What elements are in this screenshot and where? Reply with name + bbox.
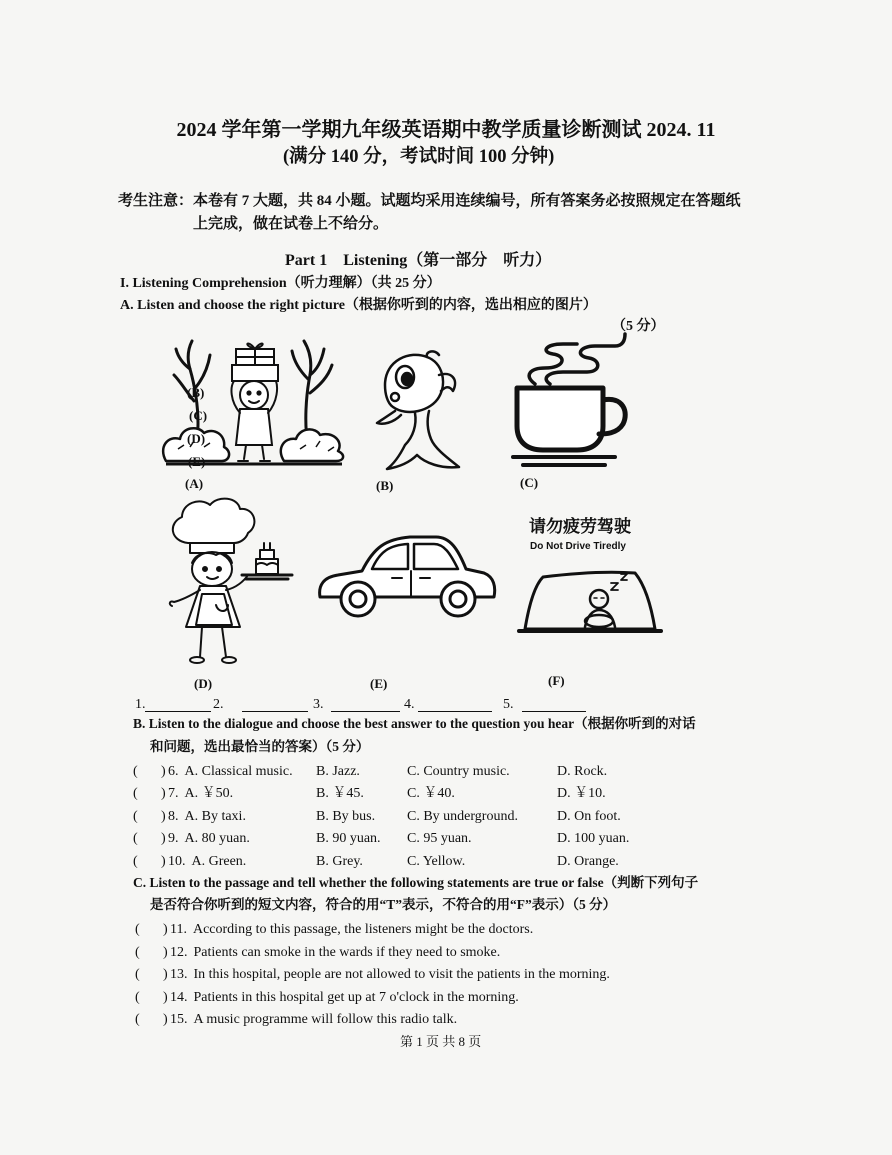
question-number: 7.: [168, 786, 179, 801]
girl-eye-right: [217, 567, 221, 571]
girl-shoe-right: [222, 657, 236, 663]
goldfish-top-fin: [427, 351, 439, 357]
option-c: C. 95 yuan.: [407, 831, 472, 846]
option-d: D. On foot.: [557, 809, 621, 824]
question-number-and-option-a: [168, 831, 250, 848]
boy-body: [236, 409, 272, 445]
picture-label-e: (E): [370, 676, 388, 691]
blank-number-1: 1.: [135, 697, 146, 712]
question-row-9: [0, 831, 892, 849]
answer-bracket-close: ): [163, 967, 168, 982]
option-c: C. Country music.: [407, 764, 510, 779]
section-b-heading-line-2: 和问题，选出最恰当的答案）（5 分）: [150, 739, 370, 754]
answer-bracket-close: ): [161, 786, 166, 801]
blank-number-2: 2.: [213, 697, 224, 712]
section-a-heading: A. Listen and choose the right picture（根据你听到的内容，选出相应的图片）: [120, 298, 597, 313]
hot-cup: [513, 334, 625, 465]
option-a: A. Classical music.: [184, 764, 293, 779]
answer-bracket-open: (: [135, 967, 140, 982]
section-b-heading-line-1: B. Listen to the dialogue and choose the best answer to the question you hear（根据你听到的对话: [133, 716, 696, 731]
saucer: [513, 457, 615, 465]
goldfish: [377, 351, 459, 469]
question-row-6: [0, 764, 892, 782]
question-row-10: [0, 854, 892, 872]
statement: [170, 1012, 457, 1029]
option-b: B. 90 yuan.: [316, 831, 381, 846]
driver-head: [590, 590, 608, 608]
answer-blank-1: [145, 697, 211, 712]
picture-label-c: (C): [520, 475, 539, 490]
statement-text: Patients in this hospital get up at 7 o'clock in the morning.: [193, 990, 519, 1005]
answer-bracket-close: ): [161, 809, 166, 824]
car-rear-wheel: [441, 582, 475, 616]
answer-bracket-open: (: [133, 764, 138, 779]
question-number-and-option-a: [168, 764, 293, 781]
picture-d-chef-girl-with-cake: [160, 495, 300, 670]
sign-english-text: Do Not Drive Tiredly: [530, 541, 626, 552]
option-a: A. Green.: [191, 854, 247, 869]
option-a: A. 80 yuan.: [184, 831, 250, 846]
girl-shoe-left: [190, 657, 204, 663]
picture-label-f: (F): [548, 673, 565, 688]
statement-row-13: [0, 967, 892, 985]
statement-number: 13.: [170, 967, 188, 982]
answer-bracket-open: (: [133, 854, 138, 869]
goldfish-tail: [387, 411, 459, 469]
page-number-footer: 第 1 页 共 8 页: [400, 1034, 482, 1049]
girl-eye-left: [203, 567, 207, 571]
statement-text: Patients can smoke in the wards if they need to smoke.: [193, 945, 501, 960]
section-c-heading-line-2: 是否符合你听到的短文内容，符合的用“T”表示，不符合的用“F”表示）（5 分）: [150, 897, 617, 912]
question-number-and-option-a: [168, 854, 246, 871]
statement: [170, 922, 533, 939]
cup-body: [517, 388, 603, 450]
answer-bracket-close: ): [161, 764, 166, 779]
boy-eye-left: [247, 391, 250, 394]
answer-blank-4: [418, 697, 492, 712]
blank-number-3: 3.: [313, 697, 324, 712]
question-number: 10.: [168, 854, 186, 869]
overprint-label: (D): [187, 431, 206, 446]
answer-blank-2: [242, 697, 308, 712]
boy-head: [240, 381, 268, 409]
option-d: D. 100 yuan.: [557, 831, 630, 846]
option-b: B. By bus.: [316, 809, 376, 824]
option-a: A. By taxi.: [184, 809, 246, 824]
answer-bracket-close: ): [161, 854, 166, 869]
option-b: B. Grey.: [316, 854, 363, 869]
option-d: D. Orange.: [557, 854, 619, 869]
statement-row-11: [0, 922, 892, 940]
overprint-label: (B): [187, 385, 205, 400]
goldfish-lower-fin: [377, 411, 401, 424]
option-c: C. By underground.: [407, 809, 518, 824]
goldfish-pupil: [402, 373, 412, 385]
statement: [170, 945, 500, 962]
picture-e-car: [312, 525, 500, 625]
exam-subtitle: (满分 140 分，考试时间 100 分钟): [283, 147, 555, 167]
answer-bracket-close: ): [163, 990, 168, 1005]
section-c-heading-line-1: C. Listen to the passage and tell whether the following statements are true or false（判断下列句子: [133, 875, 699, 890]
overprint-label: (E): [188, 454, 206, 469]
answer-bracket-close: ): [161, 831, 166, 846]
answer-bracket-open: (: [135, 945, 140, 960]
exam-title: 2024 学年第一学期九年级英语期中教学质量诊断测试 2024. 11: [176, 119, 716, 141]
boy-with-gift-boxes: [232, 344, 278, 461]
statement-number: 11.: [170, 922, 187, 937]
question-row-7: [0, 786, 892, 804]
steam-line-2: [546, 334, 625, 384]
question-number-and-option-a: [168, 809, 246, 826]
picture-b-goldfish: [365, 345, 475, 475]
statement-row-12: [0, 945, 892, 963]
statement-row-14: [0, 990, 892, 1008]
answer-blank-5: [522, 697, 586, 712]
question-number: 6.: [168, 764, 179, 779]
answer-bracket-open: (: [133, 786, 138, 801]
sign-chinese-text: 请勿疲劳驾驶: [529, 517, 631, 537]
option-b: B. Jazz.: [316, 764, 360, 779]
picture-label-d: (D): [194, 676, 213, 691]
part1-heading: Part 1 Listening（第一部分 听力）: [285, 252, 552, 269]
answer-bracket-open: (: [135, 922, 140, 937]
statement-text: In this hospital, people are not allowed to visit the patients in the morning.: [193, 967, 610, 982]
sleep-z-marks: [611, 574, 627, 590]
answer-bracket-open: (: [135, 1012, 140, 1027]
cake-top-layer: [260, 550, 274, 559]
statement: [170, 990, 519, 1007]
statement-number: 15.: [170, 1012, 188, 1027]
overprint-label: (C): [189, 408, 208, 423]
statement-number: 12.: [170, 945, 188, 960]
answer-bracket-open: (: [133, 809, 138, 824]
boy-legs: [238, 445, 270, 461]
option-c: C. ￥40.: [407, 786, 455, 801]
statement-row-15: [0, 1012, 892, 1030]
steering-wheel: [585, 615, 613, 627]
blank-number-5: 5.: [503, 697, 514, 712]
notice-line-2: 上完成，做在试卷上不给分。: [193, 216, 389, 232]
picture-c-hot-cup: [505, 330, 633, 475]
notice-line-1: 考生注意：本卷有 7 大题，共 84 小题。试题均采用连续编号，所有答案务必按照规定在答题纸: [118, 193, 741, 209]
answer-bracket-close: ): [163, 945, 168, 960]
section-a-score: （5 分）: [612, 319, 665, 334]
car-front-wheel: [341, 582, 375, 616]
picture-label-a: (A): [185, 476, 204, 491]
question-number: 9.: [168, 831, 179, 846]
gift-box-bottom: [232, 365, 278, 381]
option-a: A. ￥50.: [184, 786, 234, 801]
chef-hat: [173, 499, 255, 543]
statement-text: According to this passage, the listeners might be the doctors.: [192, 922, 534, 937]
answer-blank-3: [331, 697, 400, 712]
right-bush: [281, 429, 343, 461]
picture-f-tired-driver: [515, 565, 665, 640]
tray: [242, 575, 292, 579]
question-number: 8.: [168, 809, 179, 824]
statement: [170, 967, 610, 984]
answer-bracket-open: (: [133, 831, 138, 846]
answer-bracket-close: ): [163, 1012, 168, 1027]
steam-line-1: [529, 344, 577, 384]
blank-number-4: 4.: [404, 697, 415, 712]
option-c: C. Yellow.: [407, 854, 466, 869]
goldfish-head: [385, 355, 443, 412]
section-i-heading: I. Listening Comprehension（听力理解）（共 25 分）: [120, 276, 441, 291]
chef-girl: [170, 499, 292, 663]
answer-bracket-open: (: [135, 990, 140, 1005]
question-row-8: [0, 809, 892, 827]
cake-bottom-layer: [256, 559, 278, 574]
option-d: D. Rock.: [557, 764, 608, 779]
picture-label-b: (B): [376, 478, 394, 493]
statement-text: A music programme will follow this radio talk.: [193, 1012, 458, 1027]
answer-bracket-close: ): [163, 922, 168, 937]
statement-number: 14.: [170, 990, 188, 1005]
tired-driver: [519, 572, 661, 631]
option-d: D. ￥10.: [557, 786, 606, 801]
car: [320, 537, 495, 616]
girl-legs: [200, 627, 226, 657]
girl-face: [192, 552, 232, 586]
boy-eye-right: [257, 391, 260, 394]
question-number-and-option-a: [168, 786, 233, 803]
option-b: B. ￥45.: [316, 786, 364, 801]
